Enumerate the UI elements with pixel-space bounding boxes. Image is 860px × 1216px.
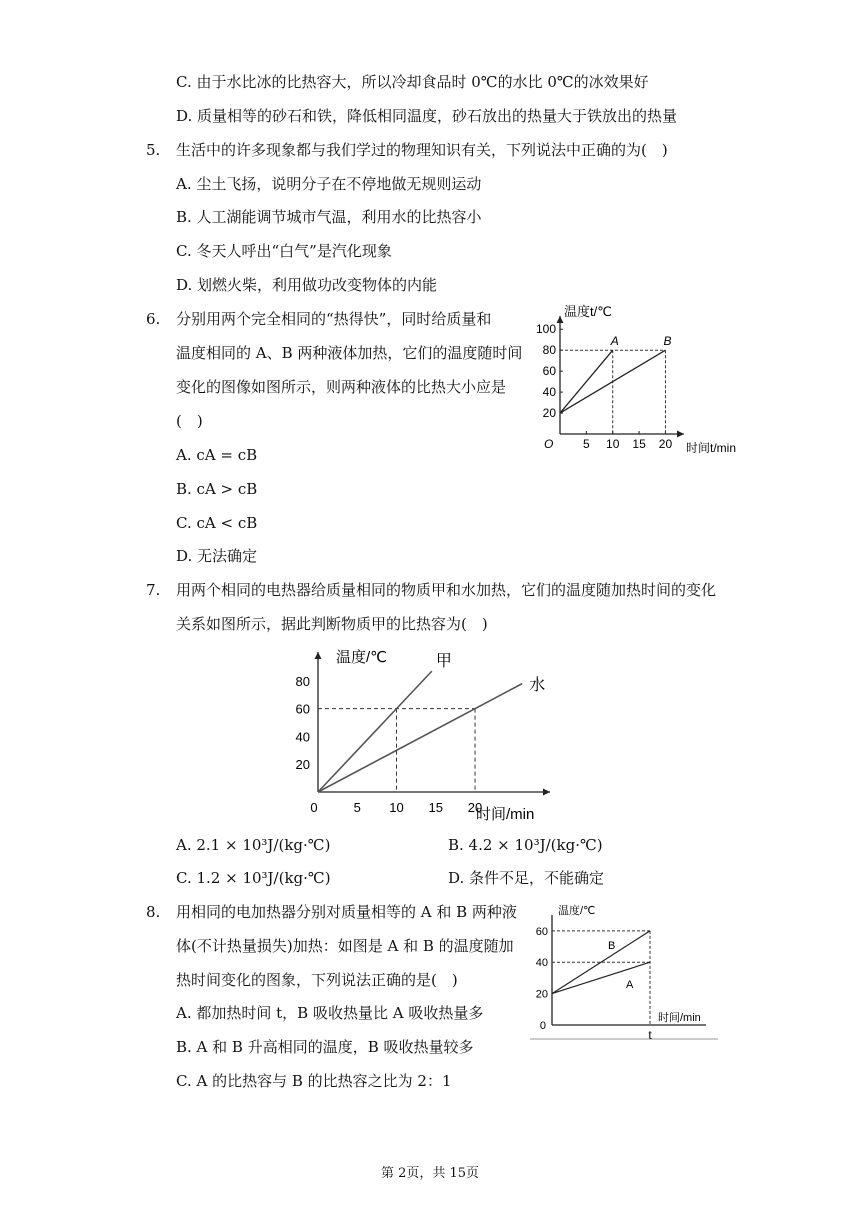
q6-stem-line1: 分别用两个完全相同的“热得快”，同时给质量和 [176, 310, 492, 328]
q8-stem-line3: 热时间变化的图象，下列说法正确的是( ) [176, 971, 458, 989]
y-tick-label: 60 [542, 364, 556, 379]
x-tick-label: 5 [353, 800, 361, 815]
origin-label: O [544, 437, 554, 451]
q4-option-c: C. 由于水比冰的比热容大，所以冷却食品时 0℃的水比 0℃的冰效果好 [176, 73, 649, 91]
q7-option-a: A. 2.1 × 10³J/(kg·℃) [176, 836, 331, 854]
q6-chart [530, 298, 737, 463]
q7-option-b: B. 4.2 × 10³J/(kg·℃) [448, 836, 603, 854]
series-line-水 [318, 684, 522, 792]
q4-option-d: D. 质量相等的砂石和铁，降低相同温度，砂石放出的热量大于铁放出的热量 [176, 107, 678, 125]
q5-option-b: B. 人工湖能调节城市气温，利用水的比热容小 [176, 208, 482, 226]
series-line-A [552, 962, 650, 993]
origin-label: 0 [539, 1020, 546, 1032]
x-tick-label: 10 [389, 800, 404, 815]
y-tick-label: 20 [535, 988, 548, 1001]
y-axis-arrow [557, 316, 564, 323]
y-axis-label: 温度/℃ [336, 649, 388, 666]
x-tick-label: 10 [606, 437, 620, 451]
series-label-B: B [608, 939, 616, 952]
q7-number: 7. [146, 581, 161, 599]
q5-stem: 生活中的许多现象都与我们学过的物理知识有关，下列说法中正确的为( ) [176, 141, 668, 159]
q8-stem-line1: 用相同的电加热器分别对质量相等的 A 和 B 两种液 [176, 903, 517, 921]
q8-option-a: A. 都加热时间 t，B 吸收热量比 A 吸收热量多 [176, 1004, 484, 1022]
q6-stem-line3: 变化的图像如图所示，则两种液体的比热大小应是 [176, 378, 507, 396]
q8-option-b: B. A 和 B 升高相同的温度，B 吸收热量较多 [176, 1038, 474, 1056]
q6-number: 6. [146, 310, 161, 328]
q6-stem-line2: 温度相同的 A、B 两种液体加热，它们的温度随时间 [176, 344, 523, 362]
y-axis-label: 温度t/℃ [564, 304, 612, 319]
series-label: 甲 [435, 653, 452, 671]
q6-option-b: B. cA > cB [176, 480, 258, 498]
q6-stem-line4: ( ) [176, 412, 203, 430]
q5-option-c: C. 冬天人呼出“白气”是汽化现象 [176, 242, 392, 260]
x-axis-label: 时间/min [476, 806, 535, 823]
q5-option-a: A. 尘土飞扬，说明分子在不停地做无规则运动 [176, 175, 482, 193]
x-tick-label: 15 [428, 800, 444, 815]
y-tick-label: 20 [542, 406, 556, 421]
q6-option-d: D. 无法确定 [176, 547, 258, 565]
q6-option-c: C. cA < cB [176, 514, 258, 532]
series-label-B: B [663, 334, 672, 349]
series-line-B [560, 350, 665, 413]
q8-chart [530, 898, 720, 1040]
series-label-A: A [626, 979, 634, 992]
series-label: 水 [529, 676, 546, 694]
x-axis-arrow [543, 789, 550, 796]
x-tick-label: 20 [658, 437, 673, 451]
q8-option-c: C. A 的比热容与 B 的比热容之比为 2：1 [176, 1072, 452, 1090]
y-tick-label: 60 [295, 701, 310, 717]
series-line-B [552, 931, 650, 994]
series-line-A [560, 350, 613, 413]
q5-option-d: D. 划燃火柴，利用做功改变物体的内能 [176, 276, 438, 294]
x-tick-label: t [648, 1028, 652, 1042]
y-tick-label: 40 [542, 385, 556, 400]
y-tick-label: 40 [535, 957, 548, 970]
origin-label: 0 [310, 800, 318, 815]
y-tick-label: 80 [542, 343, 556, 358]
q8-stem-line2: 体(不计热量损失)加热：如图是 A 和 B 的温度随加 [176, 937, 514, 955]
y-axis-arrow [315, 652, 322, 659]
x-axis-arrow [677, 431, 684, 438]
q7-option-c: C. 1.2 × 10³J/(kg·℃) [176, 869, 331, 887]
series-line-甲 [318, 671, 432, 792]
series-label-A: A [610, 334, 619, 349]
y-axis-label: 温度/℃ [558, 905, 596, 917]
y-tick-label: 60 [535, 925, 548, 938]
q6-option-a: A. cA = cB [176, 446, 258, 464]
x-tick-label: 5 [583, 437, 590, 451]
q7-stem-line2: 关系如图所示，据此判断物质甲的比热容为( ) [176, 615, 488, 633]
q5-number: 5. [146, 141, 161, 159]
y-tick-label: 80 [295, 673, 310, 689]
y-tick-label: 40 [295, 729, 310, 745]
page-footer: 第 2页，共 15页 [380, 1166, 480, 1181]
q8-number: 8. [146, 903, 161, 921]
x-tick-label: 20 [467, 800, 483, 815]
x-axis-label: 时间t/min [686, 441, 737, 455]
q7-chart [290, 640, 560, 825]
y-tick-label: 100 [535, 322, 556, 337]
y-tick-label: 20 [295, 757, 310, 773]
x-axis-label: 时间/min [658, 1012, 701, 1024]
q7-stem-line1: 用两个相同的电热器给质量相同的物质甲和水加热，它们的温度随加热时间的变化 [176, 581, 717, 599]
x-tick-label: 15 [632, 437, 646, 451]
q7-option-d: D. 条件不足，不能确定 [448, 869, 605, 887]
